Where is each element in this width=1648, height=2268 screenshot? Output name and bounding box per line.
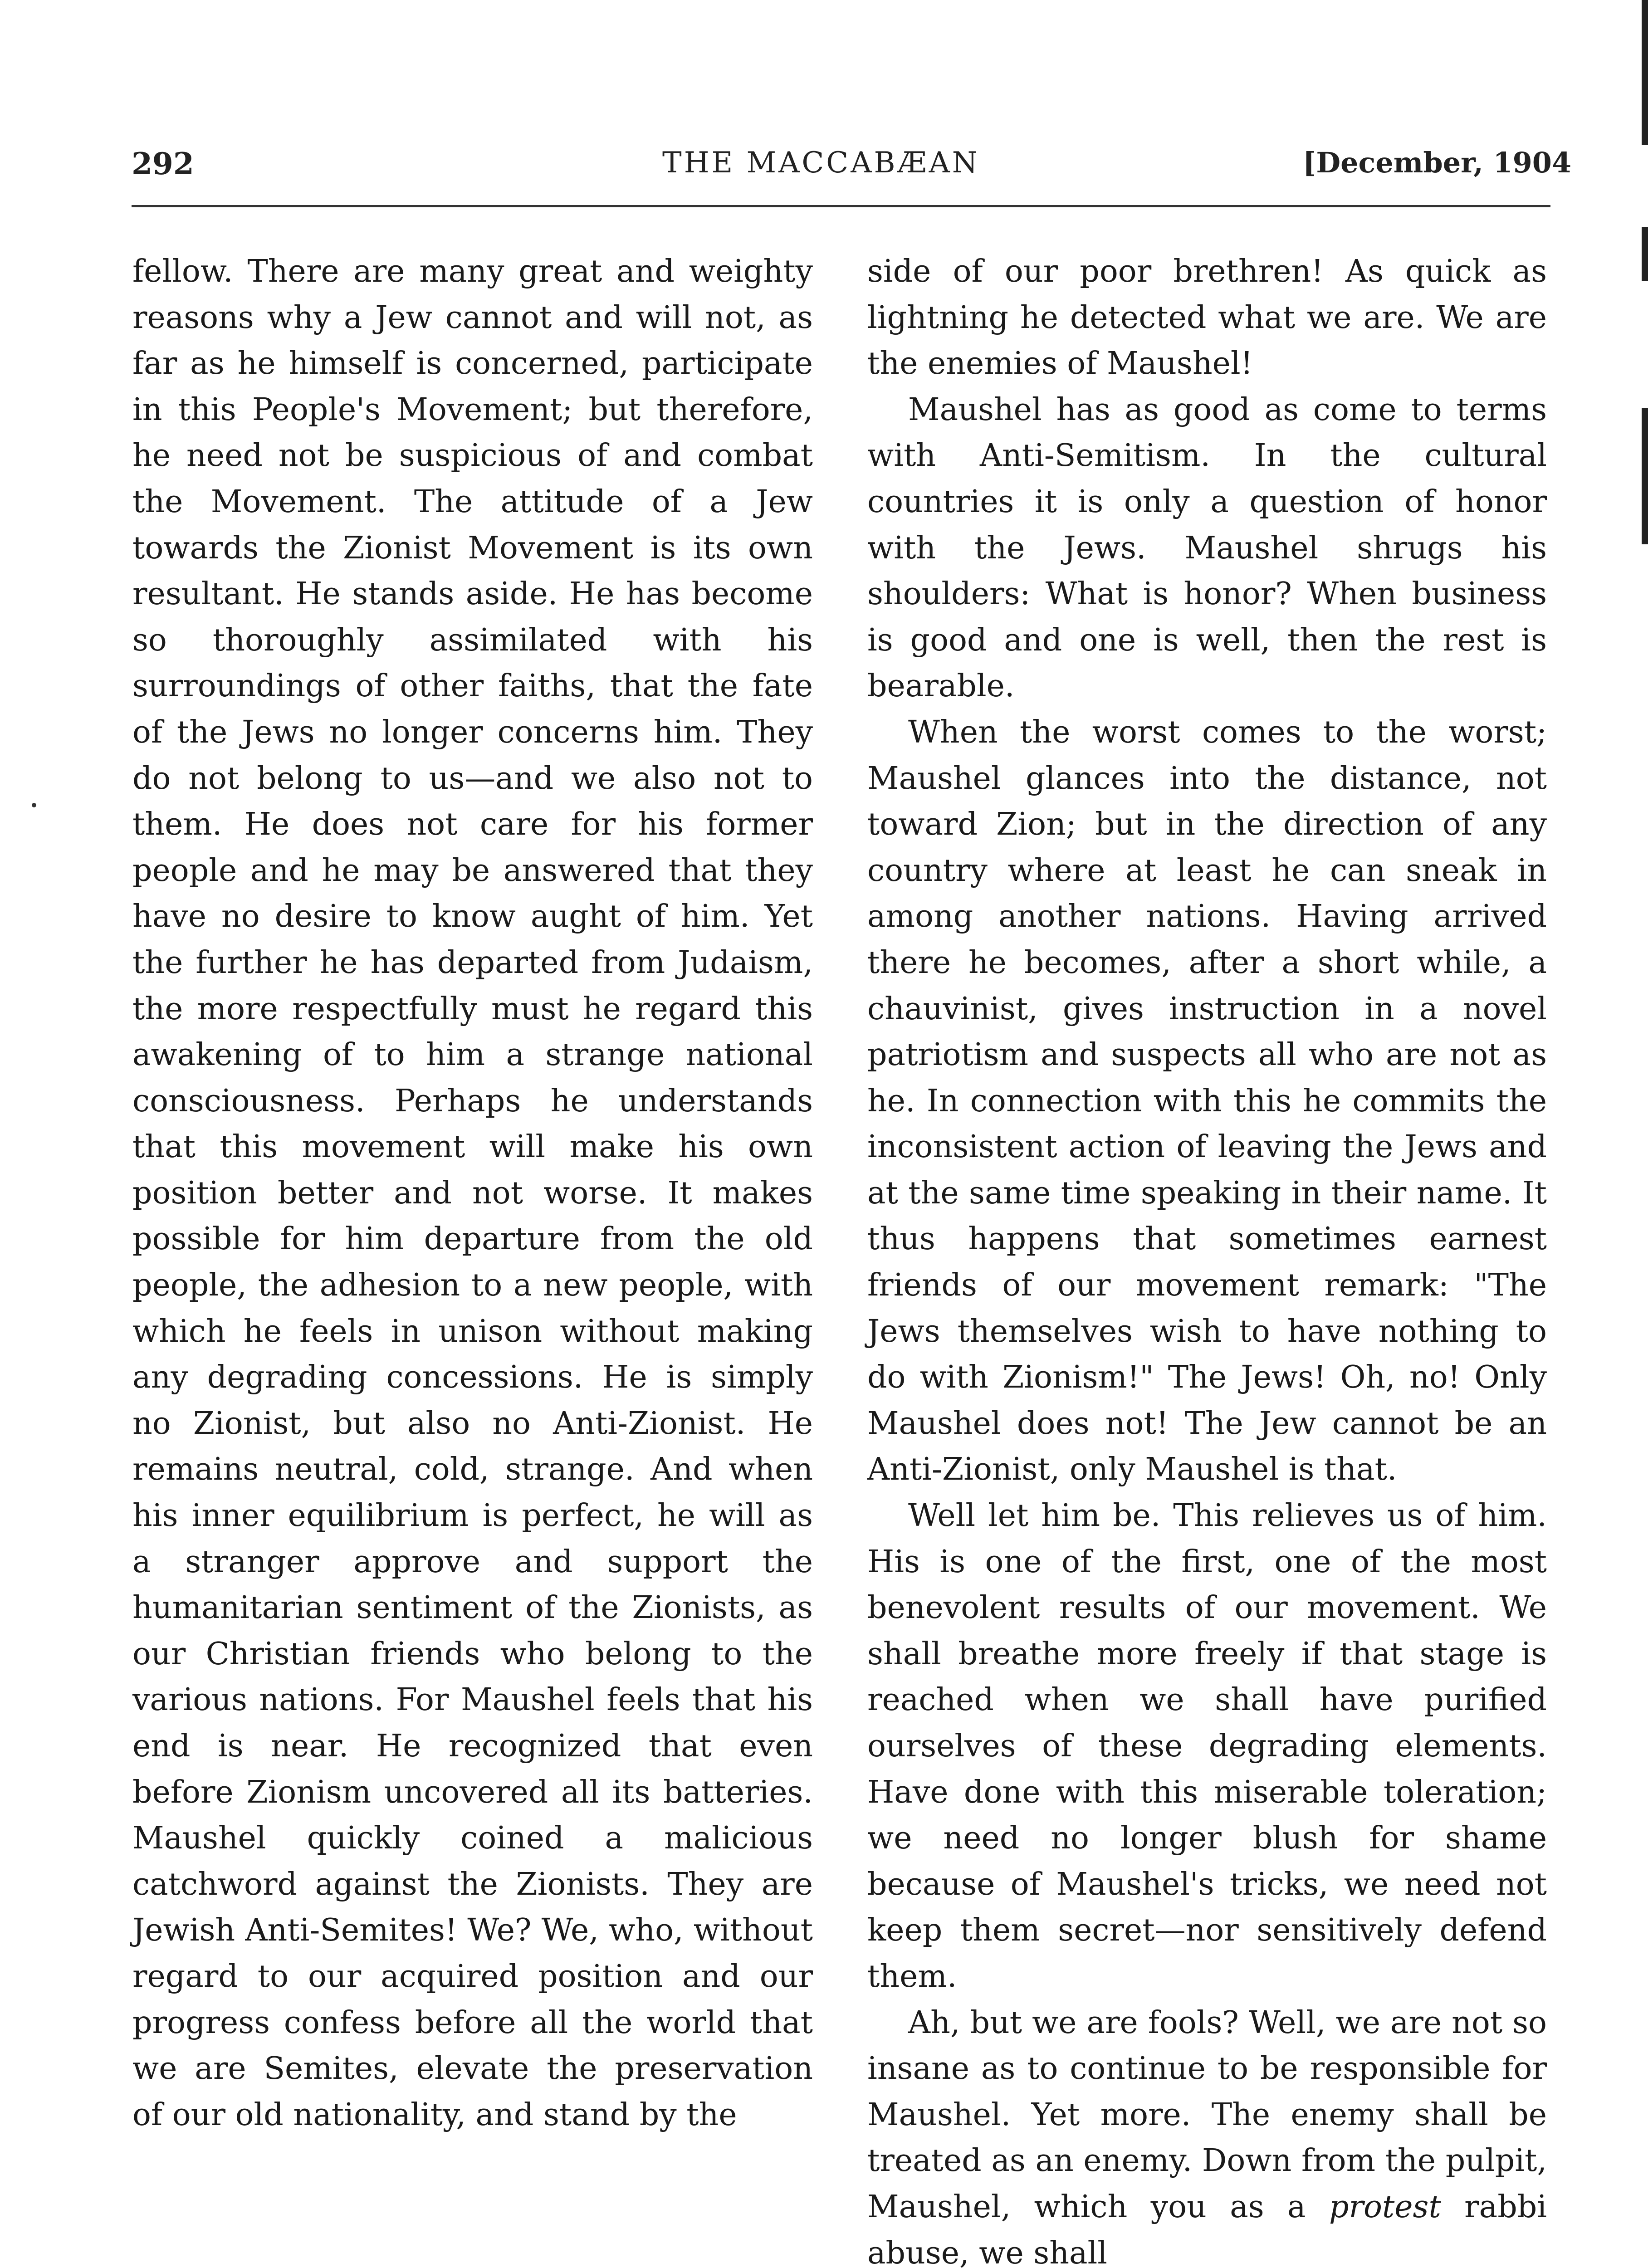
- issue-date: [December, 1904: [1303, 146, 1572, 179]
- right-column-paragraph: Well let him be. This relieves us of him. His is one of the first, one of the most benevolent results of our movement. We shall breathe more freely if that stage is reached when we shall have purified ourselves of these degrading elements. Have done with this miserable toleration; we need no longer blush for shame because of Maushel's tricks, we need not keep them secret—nor sensitively defend them.: [867, 1498, 1547, 1994]
- right-column: [867, 249, 1547, 2268]
- right-column-paragraph: When the worst comes to the worst; Maushel glances into the distance, not toward Zion; but in the direction of any country where at least he can sneak in among another nations. Having arrived there he becomes, after a short while, a chauvinist, gives instruction in a novel patriotism and suspects all who are not as he. In connection with this he commits the inconsistent action of leaving the Jews and at the same time speaking in their name. It thus happens that sometimes earnest friends of our movement remark: "The Jews themselves wish to have nothing to do with Zionism!" The Jews! Oh, no! Only Maushel does not! The Jew cannot be an Anti-Zionist, only Maushel is that.: [867, 714, 1547, 1488]
- left-column-paragraph: fellow. There are many great and weighty reasons why a Jew cannot and will not, as far as he himself is concerned, participate in this People's Movement; but therefore, he need not be suspicious of and combat the Movement. The attitude of a Jew towards the Zionist Movement is its own resultant. He stands aside. He has become so thoroughly assimilated with his surroundings of other faiths, that the fate of the Jews no longer concerns him. They do not belong to us—and we also not to them. He does not care for his former people and he may be answered that they have no desire to know aught of him. Yet the further he has departed from Judaism, the more respectfully must he regard this awakening of to him a strange national consciousness. Perhaps he understands that this movement will make his own position better and not worse. It makes possible for him departure from the old people, the adhesion to a new people, with which he feels in unison without making any degrading concessions. He is simply no Zionist, but also no Anti-Zionist. He remains neutral, cold, strange. And when his inner equilibrium is perfect, he will as a stranger approve and support the humanitarian sentiment of the Zionists, as our Christian friends who belong to the various nations. For Maushel feels that his end is near. He recognized that even before Zionism uncovered all its batteries. Maushel quickly coined a malicious catchword against the Zionists. They are Jewish Anti-Semites! We? We, who, without regard to our acquired position and our progress confess before all the world that we are Semites, elevate the preservation of our old nationality, and stand by the: [132, 254, 813, 2133]
- page-edge-shadow: [1642, 0, 1648, 145]
- right-column-paragraph: side of our poor brethren! As quick as lightning he detected what we are. We are the enemies of Maushel!: [867, 254, 1547, 382]
- page-number: 292: [132, 146, 194, 181]
- header-rule: [132, 205, 1550, 207]
- journal-title: THE MACCABÆAN: [662, 146, 980, 180]
- page-edge-shadow: [1642, 408, 1648, 544]
- page-edge-shadow: [1642, 227, 1648, 281]
- scan-speck: [32, 803, 36, 807]
- emphasized-word: protest: [1329, 2189, 1441, 2225]
- paragraph-text: Ah, but we are fools? Well, we are not so insane as to continue to be responsible for Maushel. Yet more. The enemy shall be treated as an enemy. Down from the pulpit, Maushel, which you as a: [867, 2004, 1547, 2225]
- right-column-paragraph-last: [867, 2000, 1547, 2268]
- paragraph-text: rabbi abuse, we shall: [867, 2189, 1547, 2268]
- right-column-paragraph: Maushel has as good as come to terms with Anti-Semitism. In the cultural countries it is only a question of honor with the Jews. Maushel shrugs his shoulders: What is honor? When business is good and one is well, then the rest is bearable.: [867, 391, 1547, 704]
- left-column: [132, 249, 813, 2138]
